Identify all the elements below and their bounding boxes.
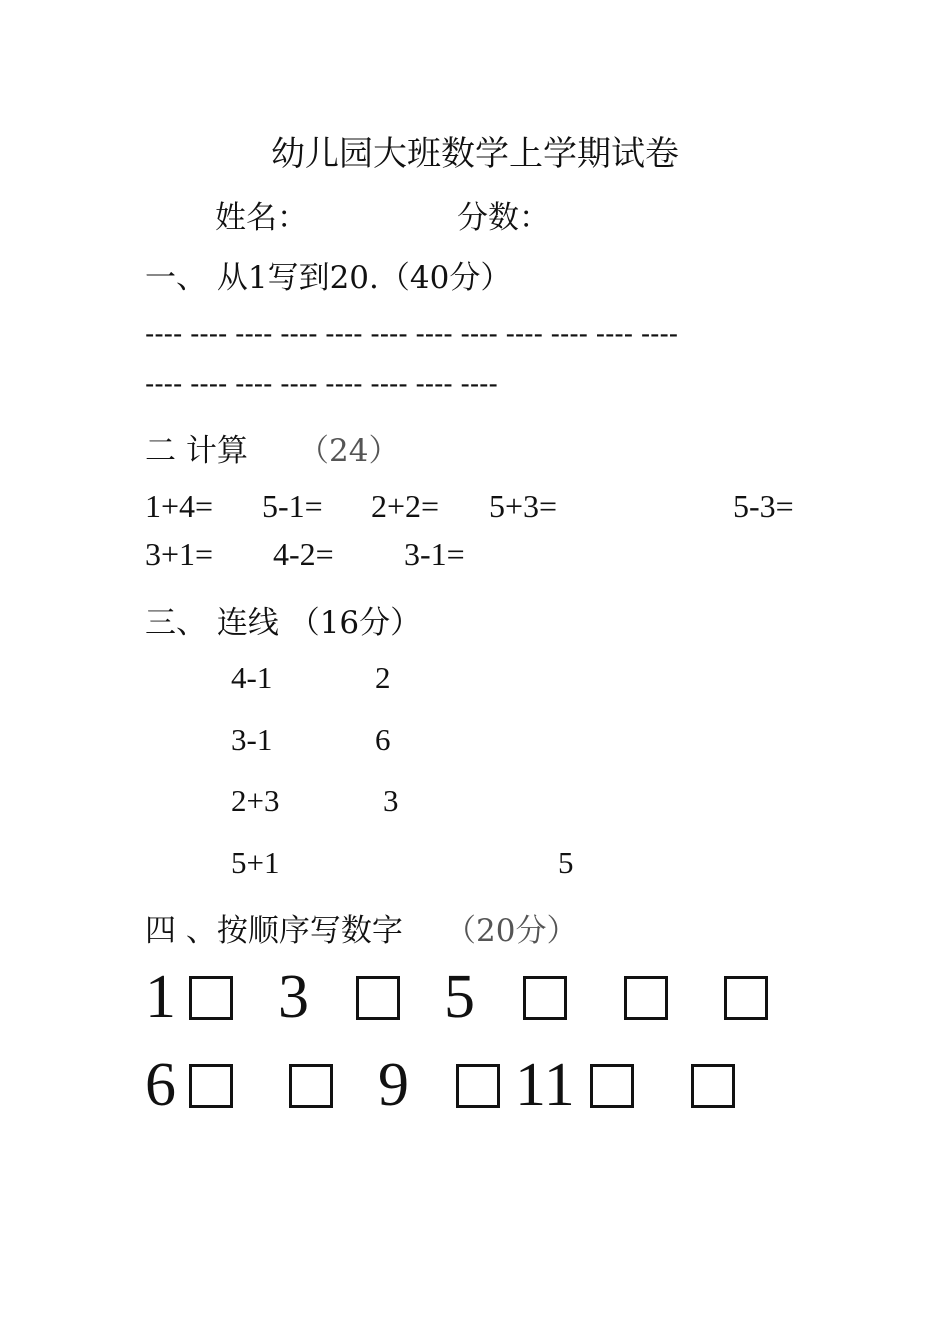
- equation: 3+1=: [145, 536, 214, 572]
- equation: 5+3=: [489, 488, 558, 524]
- sequence-number: 5: [444, 963, 475, 1031]
- write-line-2: ---- ---- ---- ---- ---- ---- ---- ----: [145, 368, 498, 399]
- answer-box[interactable]: [523, 976, 567, 1020]
- answer-box[interactable]: [289, 1064, 333, 1108]
- write-line-1: ---- ---- ---- ---- ---- ---- ---- ---- ---- ---- ---- ----: [145, 318, 679, 349]
- equation: 5-3=: [733, 488, 794, 524]
- match-left-item: 3-1: [231, 722, 273, 757]
- sequence-number: 6: [145, 1051, 176, 1119]
- equation: 1+4=: [145, 488, 214, 524]
- sequence-number: 3: [278, 963, 309, 1031]
- section2-points: （24）: [298, 433, 400, 469]
- section4-heading: 四 、按顺序写数字: [145, 913, 403, 949]
- match-right-item: 5: [558, 845, 574, 880]
- answer-box[interactable]: [189, 1064, 233, 1108]
- page-title: 幼儿园大班数学上学期试卷: [271, 134, 679, 174]
- sequence-number: 1: [145, 963, 176, 1031]
- section4-points: （20分）: [445, 913, 578, 949]
- answer-box[interactable]: [691, 1064, 735, 1108]
- equation: 2+2=: [371, 488, 440, 524]
- match-right-item: 3: [383, 783, 399, 818]
- match-right-item: 6: [375, 722, 391, 757]
- sequence-number: 9: [378, 1051, 409, 1119]
- equation: 3-1=: [404, 536, 465, 572]
- name-label: 姓名：: [215, 200, 308, 236]
- equation: 4-2=: [273, 536, 334, 572]
- answer-box[interactable]: [590, 1064, 634, 1108]
- section3-heading: 三、 连线 （16分）: [145, 605, 422, 641]
- section2-heading: 二 计算: [145, 433, 248, 469]
- equation: 5-1=: [262, 488, 323, 524]
- score-label: 分数：: [457, 200, 550, 236]
- answer-box[interactable]: [624, 976, 668, 1020]
- match-left-item: 5+1: [231, 845, 280, 880]
- answer-box[interactable]: [189, 976, 233, 1020]
- sequence-number: 11: [515, 1051, 575, 1119]
- match-left-item: 2+3: [231, 783, 280, 818]
- answer-box[interactable]: [456, 1064, 500, 1108]
- answer-box[interactable]: [724, 976, 768, 1020]
- answer-box[interactable]: [356, 976, 400, 1020]
- match-left-item: 4-1: [231, 660, 273, 695]
- match-right-item: 2: [375, 660, 391, 695]
- section1-heading: 一、 从1写到20.（40分）: [145, 260, 512, 296]
